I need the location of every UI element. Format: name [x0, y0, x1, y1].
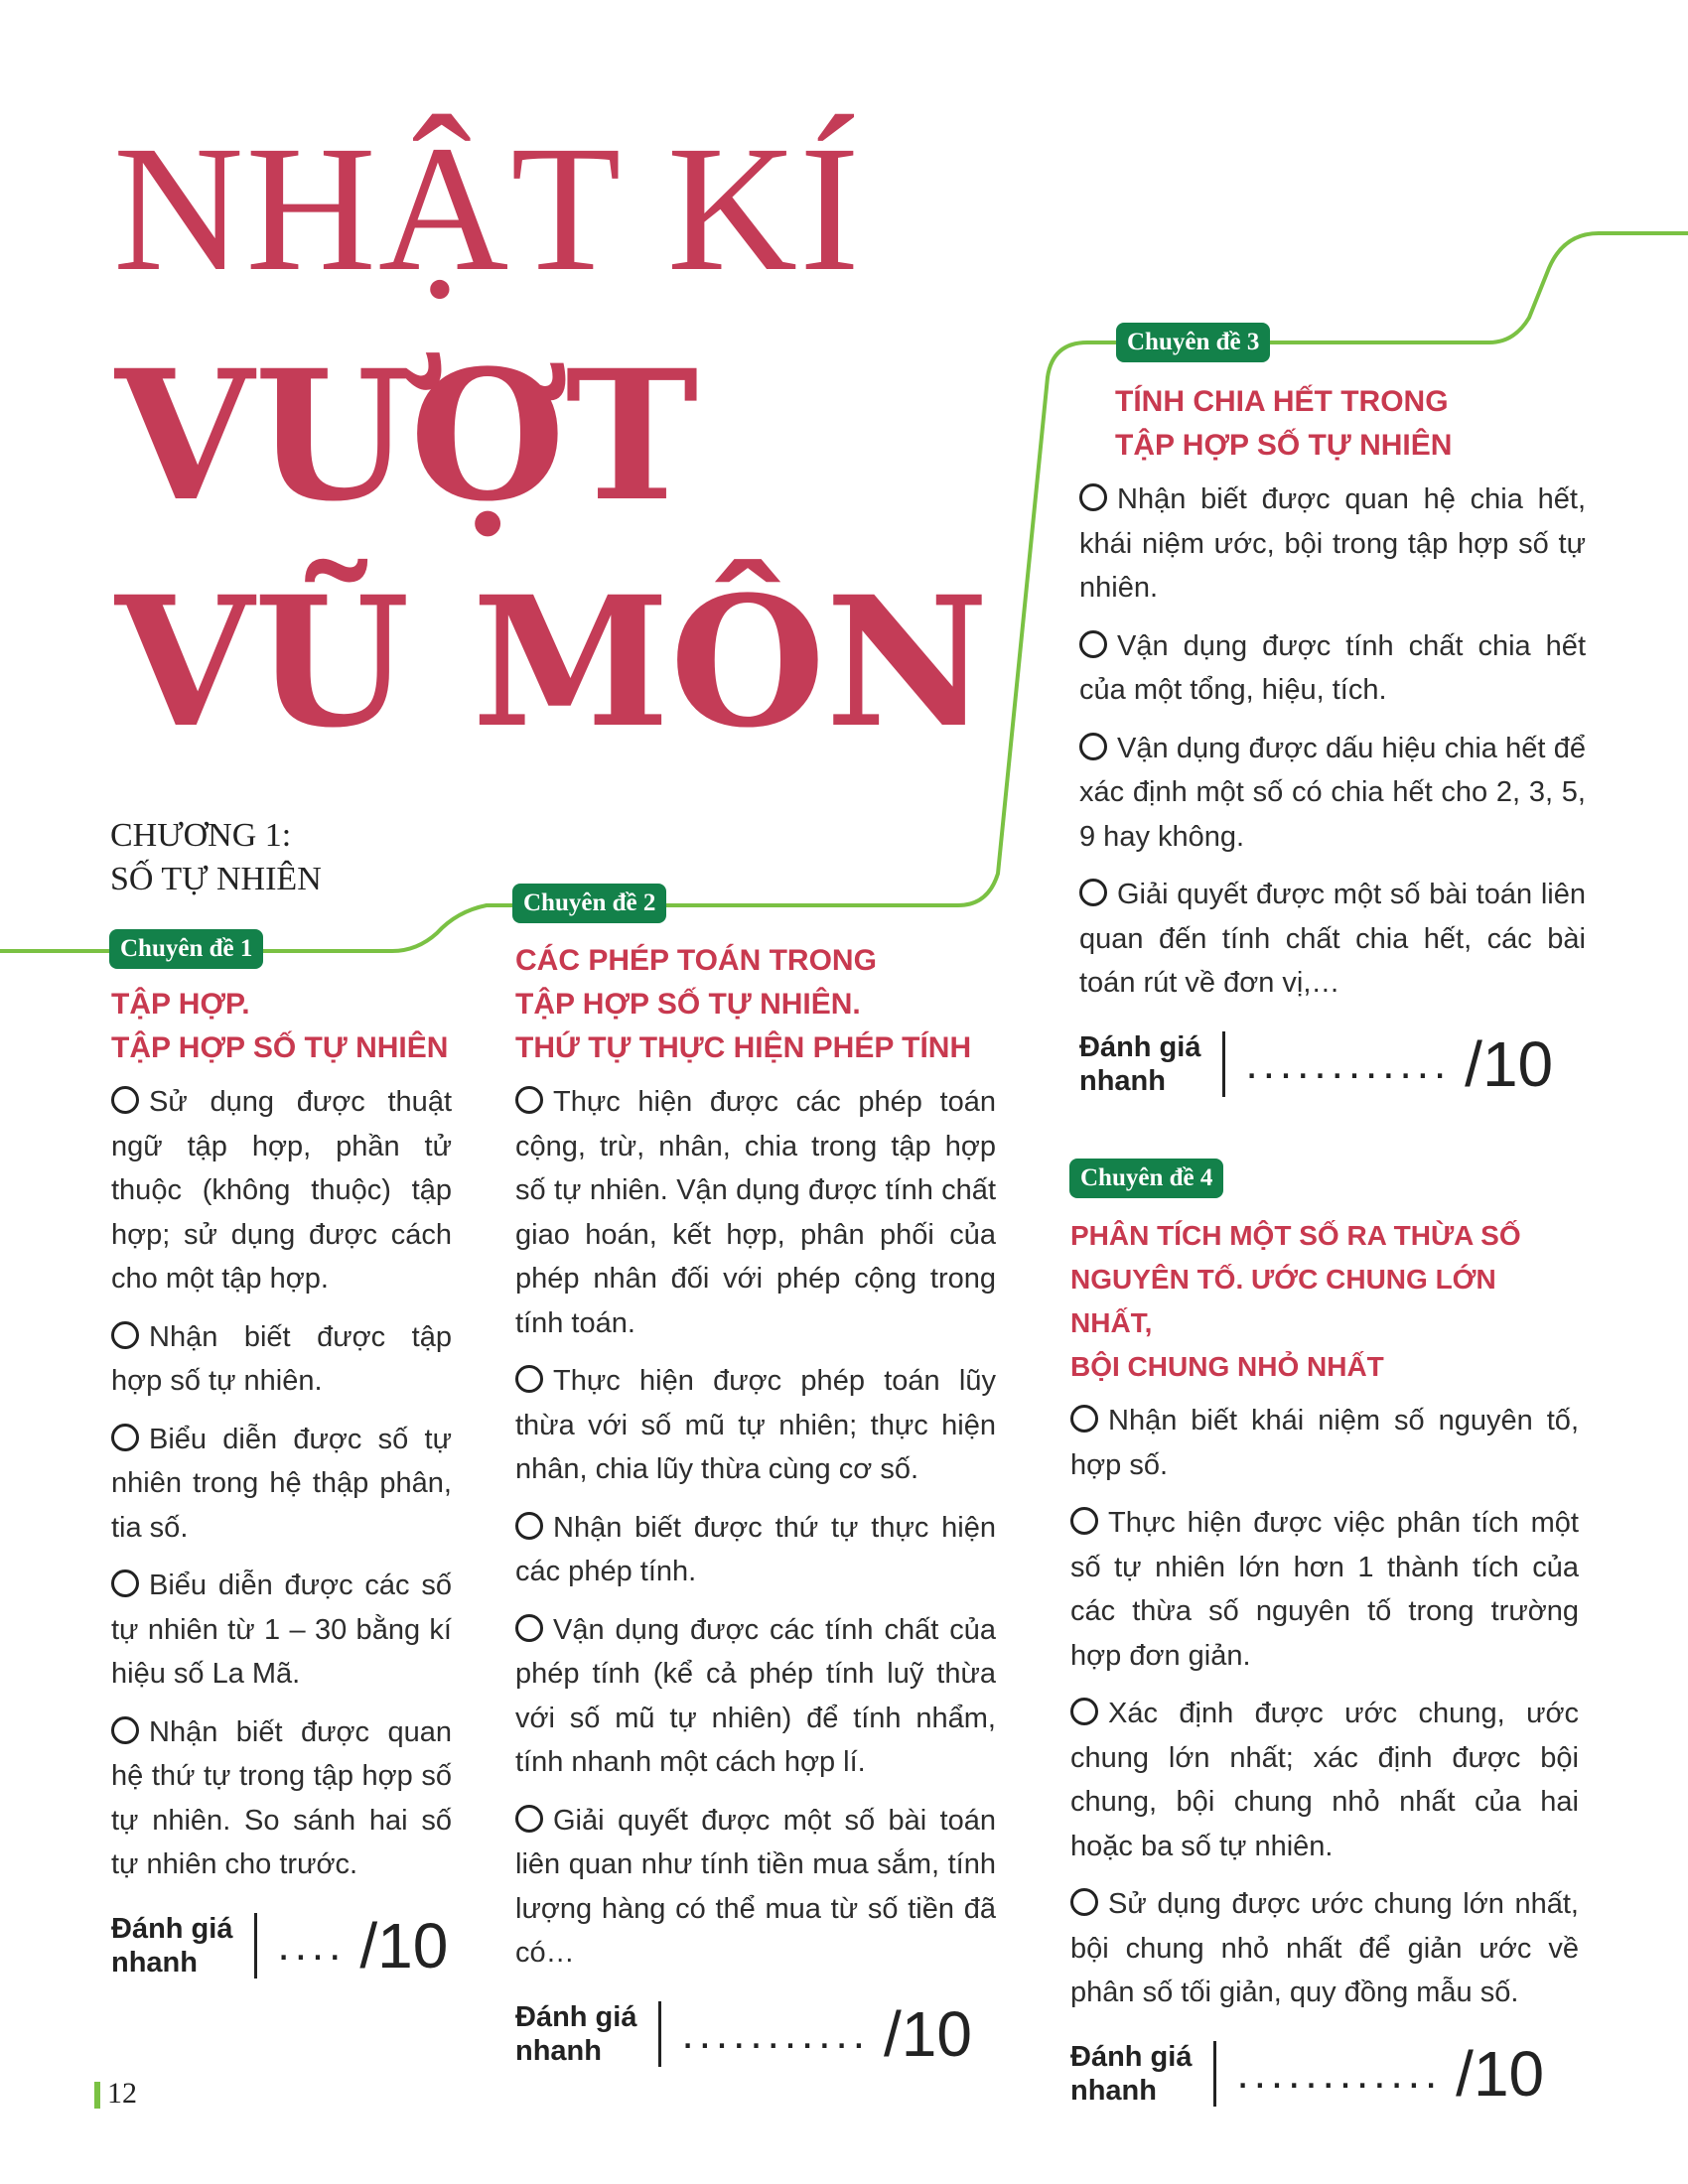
chapter-heading	[110, 814, 322, 901]
topic-3-checklist	[1079, 478, 1586, 1006]
rating-blank[interactable]: ....	[277, 1920, 347, 1970]
rating-max-score: /10	[883, 1997, 972, 2070]
chapter-name: SỐ TỰ NHIÊN	[110, 861, 322, 897]
quick-rating-label: Đánh giá nhanh	[1070, 2040, 1193, 2107]
checkbox-circle[interactable]	[111, 1716, 139, 1744]
list-item: Biểu diễn được các số tự nhiên từ 1 – 30 bằng kí hiệu số La Mã.	[111, 1570, 452, 1690]
checkbox-circle[interactable]	[1079, 483, 1107, 511]
topic-4-badge: Chuyên đề 4	[1069, 1159, 1223, 1198]
list-item: Nhận biết khái niệm số nguyên tố, hợp số.	[1070, 1405, 1579, 1481]
list-item: Nhận biết được thứ tự thực hiện các phép tính.	[515, 1511, 996, 1587]
checkbox-circle[interactable]	[515, 1614, 543, 1642]
checkbox-circle[interactable]	[111, 1321, 139, 1349]
list-item: Thực hiện được các phép toán cộng, trừ, nhân, chia trong tập hợp số tự nhiên. Vận dụng được tính chất giao hoán, kết hợp, phân phối của phép nhân đối với phép cộng trong tính toán.	[515, 1086, 996, 1339]
title-line-vuot: VƯỢT	[115, 332, 699, 541]
topic-3-badge: Chuyên đề 3	[1116, 323, 1270, 362]
checkbox-circle[interactable]	[111, 1570, 139, 1597]
title-line-nhat-ki: NHẬT KÍ	[113, 109, 862, 309]
topic-4-title: PHÂN TÍCH MỘT SỐ RA THỪA SỐ NGUYÊN TỐ. ƯỚC CHUNG LỚN NHẤT, BỘI CHUNG NHỎ NHẤT	[1070, 1220, 1521, 1382]
checkbox-circle[interactable]	[111, 1424, 139, 1451]
checkbox-circle[interactable]	[1070, 1888, 1098, 1916]
checkbox-circle[interactable]	[111, 1086, 139, 1114]
topic-1-checklist	[111, 1080, 452, 1887]
checkbox-circle[interactable]	[1079, 879, 1107, 906]
topic-1-column	[111, 983, 452, 1982]
page-number: 12	[107, 2077, 137, 2110]
list-item: Xác định được ước chung, ước chung lớn nhất; xác định được bội chung, bội chung nhỏ nhất của hai hoặc ba số tự nhiên.	[1070, 1698, 1579, 1862]
rating-blank[interactable]: ............	[1245, 1038, 1452, 1088]
topic-2-badge: Chuyên đề 2	[512, 884, 666, 923]
list-item: Vận dụng được các tính chất của phép tính (kể cả phép tính luỹ thừa với số mũ tự nhiên) để tính nhẩm, tính nhanh một cách hợp lí.	[515, 1613, 996, 1778]
quick-rating	[1079, 1027, 1586, 1101]
list-item: Vận dụng được tính chất chia hết của một tổng, hiệu, tích.	[1079, 629, 1586, 706]
checkbox-circle[interactable]	[515, 1512, 543, 1540]
quick-rating-label: Đánh giá nhanh	[111, 1912, 233, 1979]
list-item: Giải quyết được một số bài toán liên quan đến tính chất chia hết, các bài toán rút về đơn vị,…	[1079, 879, 1586, 999]
topic-3-column	[1079, 380, 1586, 1101]
quick-rating	[515, 1997, 996, 2071]
list-item: Nhận biết được tập hợp số tự nhiên.	[111, 1320, 452, 1397]
rating-max-score: /10	[1465, 1027, 1554, 1100]
checkbox-circle[interactable]	[1070, 1698, 1098, 1725]
rating-divider	[1222, 1031, 1225, 1097]
rating-max-score: /10	[1456, 2037, 1545, 2110]
quick-rating-label: Đánh giá nhanh	[515, 2000, 637, 2067]
list-item: Giải quyết được một số bài toán liên quan như tính tiền mua sắm, tính lượng hàng có thể mua từ số tiền đã có…	[515, 1804, 996, 1969]
rating-divider	[658, 2001, 661, 2067]
checkbox-circle[interactable]	[1079, 630, 1107, 658]
topic-4-column	[1070, 1214, 1579, 2111]
list-item: Biểu diễn được số tự nhiên trong hệ thập phân, tia số.	[111, 1423, 452, 1544]
list-item: Thực hiện được phép toán lũy thừa với số mũ tự nhiên; thực hiện nhân, chia lũy thừa cùng cơ số.	[515, 1365, 996, 1485]
topic-4-checklist	[1070, 1399, 1579, 2015]
list-item: Vận dụng được dấu hiệu chia hết để xác định một số có chia hết cho 2, 3, 5, 9 hay không.	[1079, 732, 1586, 853]
checkbox-circle[interactable]	[515, 1086, 543, 1114]
quick-rating	[111, 1909, 452, 1982]
list-item: Nhận biết được quan hệ thứ tự trong tập hợp số tự nhiên. So sánh hai số tự nhiên cho trước.	[111, 1715, 452, 1880]
quick-rating-label: Đánh giá nhanh	[1079, 1030, 1201, 1097]
chapter-number: CHƯƠNG 1:	[110, 817, 292, 854]
topic-1-badge: Chuyên đề 1	[109, 929, 263, 969]
topic-2-checklist	[515, 1080, 996, 1976]
rating-max-score: /10	[359, 1909, 449, 1981]
checkbox-circle[interactable]	[1070, 1507, 1098, 1535]
quick-rating	[1070, 2037, 1579, 2111]
checkbox-circle[interactable]	[515, 1365, 543, 1393]
rating-blank[interactable]: ............	[1236, 2048, 1443, 2098]
checkbox-circle[interactable]	[515, 1805, 543, 1833]
checkbox-circle[interactable]	[1079, 733, 1107, 760]
page-number-marker	[94, 2082, 100, 2109]
list-item: Nhận biết được quan hệ chia hết, khái niệm ước, bội trong tập hợp số tự nhiên.	[1079, 483, 1586, 604]
checkbox-circle[interactable]	[1070, 1405, 1098, 1433]
topic-3-title: TÍNH CHIA HẾT TRONG TẬP HỢP SỐ TỰ NHIÊN	[1115, 385, 1453, 462]
rating-blank[interactable]: ...........	[681, 2008, 870, 2058]
rating-divider	[254, 1913, 257, 1979]
list-item: Sử dụng được ước chung lớn nhất, bội chung nhỏ nhất để giản ước về phân số tối giản, quy đồng mẫu số.	[1070, 1888, 1579, 2008]
rating-divider	[1213, 2041, 1216, 2107]
title-line-vu-mon: VŨ MÔN	[115, 558, 989, 767]
list-item: Thực hiện được việc phân tích một số tự nhiên lớn hơn 1 thành tích của các thừa số nguyên tố trong trường hợp đơn giản.	[1070, 1507, 1579, 1672]
list-item: Sử dụng được thuật ngữ tập hợp, phần tử thuộc (không thuộc) tập hợp; sử dụng được cách cho một tập hợp.	[111, 1086, 452, 1295]
topic-2-title: CÁC PHÉP TOÁN TRONG TẬP HỢP SỐ TỰ NHIÊN. THỨ TỰ THỰC HIỆN PHÉP TÍNH	[515, 944, 972, 1064]
topic-2-column	[515, 939, 996, 2071]
topic-1-title: TẬP HỢP. TẬP HỢP SỐ TỰ NHIÊN	[111, 988, 449, 1064]
